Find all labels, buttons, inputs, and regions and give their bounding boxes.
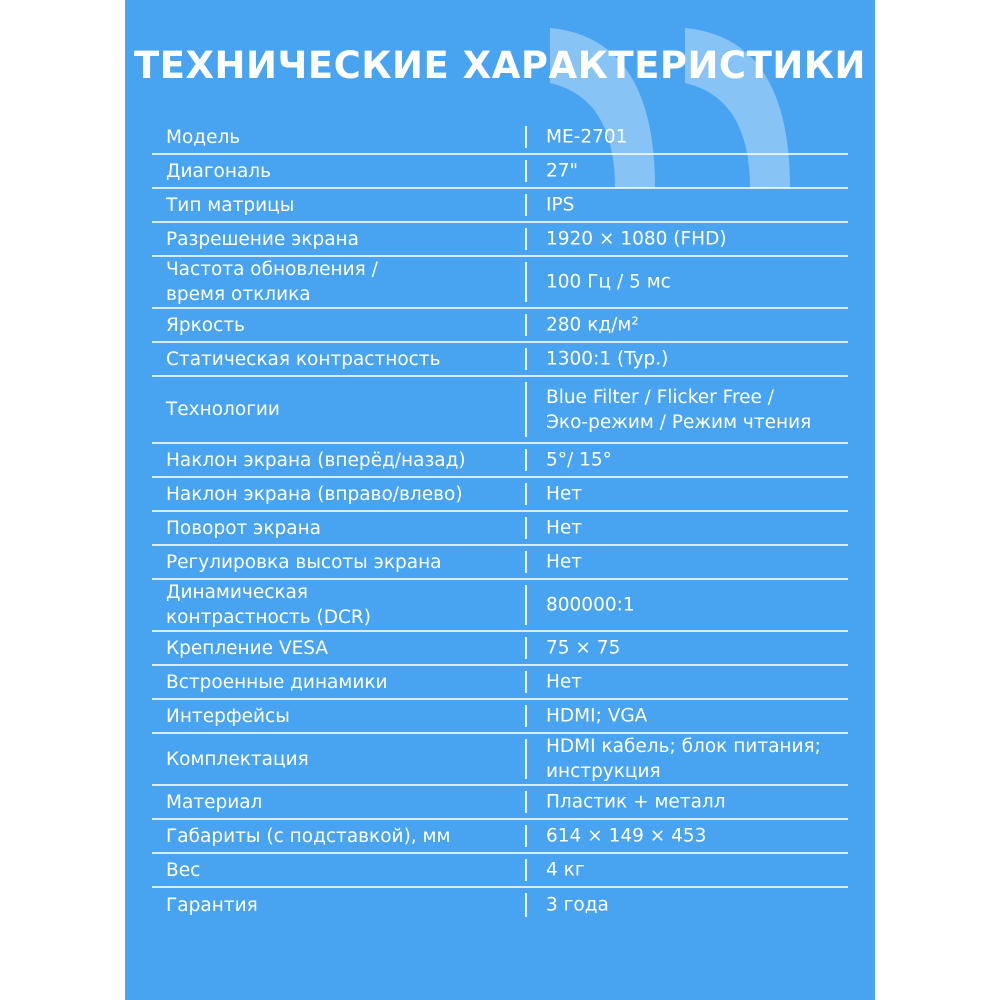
spec-card bbox=[125, 0, 875, 1000]
spec-label: Комплектация bbox=[166, 748, 309, 770]
spec-row bbox=[152, 478, 848, 512]
spec-row bbox=[152, 189, 848, 223]
spec-value: ME-2701 bbox=[546, 126, 628, 148]
spec-value: Нет bbox=[546, 551, 583, 573]
spec-row bbox=[152, 121, 848, 155]
spec-row bbox=[152, 257, 848, 309]
spec-value: 5°/ 15° bbox=[546, 449, 612, 471]
spec-label: Гарантия bbox=[166, 894, 258, 916]
spec-value: HDMI кабель; блок питания; инструкция bbox=[546, 736, 821, 782]
spec-label: Яркость bbox=[166, 314, 245, 336]
spec-value: 1300:1 (Typ.) bbox=[546, 348, 669, 370]
spec-row bbox=[152, 444, 848, 478]
page-title: ТЕХНИЧЕСКИЕ ХАРАКТЕРИСТИКИ bbox=[134, 44, 866, 87]
spec-label: Материал bbox=[166, 791, 263, 813]
spec-value: 1920 × 1080 (FHD) bbox=[546, 228, 727, 250]
spec-table bbox=[152, 121, 848, 922]
spec-value: 614 × 149 × 453 bbox=[546, 825, 707, 847]
spec-row bbox=[152, 666, 848, 700]
spec-row bbox=[152, 377, 848, 444]
spec-row bbox=[152, 888, 848, 922]
spec-label: Диагональ bbox=[166, 160, 272, 182]
spec-value: 75 × 75 bbox=[546, 637, 621, 659]
spec-label: Статическая контрастность bbox=[166, 348, 441, 370]
spec-value: Нет bbox=[546, 517, 583, 539]
spec-value: 4 кг bbox=[546, 859, 585, 881]
spec-row bbox=[152, 700, 848, 734]
spec-label: Модель bbox=[166, 126, 241, 148]
spec-row bbox=[152, 343, 848, 377]
spec-value: Пластик + металл bbox=[546, 791, 726, 813]
spec-value: 3 года bbox=[546, 894, 609, 916]
spec-row bbox=[152, 309, 848, 343]
spec-label: Тип матрицы bbox=[166, 194, 295, 216]
spec-value: IPS bbox=[546, 194, 575, 216]
spec-label: Регулировка высоты экрана bbox=[166, 551, 442, 573]
spec-row bbox=[152, 786, 848, 820]
spec-row bbox=[152, 546, 848, 580]
spec-value: 800000:1 bbox=[546, 594, 635, 616]
spec-label: Крепление VESA bbox=[166, 637, 329, 659]
spec-row bbox=[152, 512, 848, 546]
spec-value: Нет bbox=[546, 671, 583, 693]
spec-row bbox=[152, 854, 848, 888]
spec-row bbox=[152, 580, 848, 632]
spec-value: 27" bbox=[546, 160, 579, 182]
spec-label: Габариты (с подставкой), мм bbox=[166, 825, 451, 847]
spec-label: Динамическая контрастность (DCR) bbox=[166, 582, 371, 628]
spec-row bbox=[152, 223, 848, 257]
spec-value: Нет bbox=[546, 483, 583, 505]
spec-row bbox=[152, 155, 848, 189]
spec-label: Наклон экрана (вперёд/назад) bbox=[166, 449, 466, 471]
spec-label: Встроенные динамики bbox=[166, 671, 388, 693]
spec-value: 280 кд/м² bbox=[546, 314, 639, 336]
spec-label: Вес bbox=[166, 859, 201, 881]
spec-row bbox=[152, 820, 848, 854]
spec-label: Поворот экрана bbox=[166, 517, 322, 539]
spec-label: Наклон экрана (вправо/влево) bbox=[166, 483, 463, 505]
spec-label: Частота обновления / время отклика bbox=[166, 259, 378, 305]
spec-value: 100 Гц / 5 мс bbox=[546, 271, 671, 293]
spec-value: HDMI; VGA bbox=[546, 705, 648, 727]
spec-label: Технологии bbox=[166, 399, 280, 420]
spec-label: Разрешение экрана bbox=[166, 228, 359, 250]
spec-row bbox=[152, 632, 848, 666]
spec-value: Blue Filter / Flicker Free / Эко-режим / Режим чтения bbox=[546, 386, 812, 433]
spec-row bbox=[152, 734, 848, 786]
spec-label: Интерфейсы bbox=[166, 705, 290, 727]
